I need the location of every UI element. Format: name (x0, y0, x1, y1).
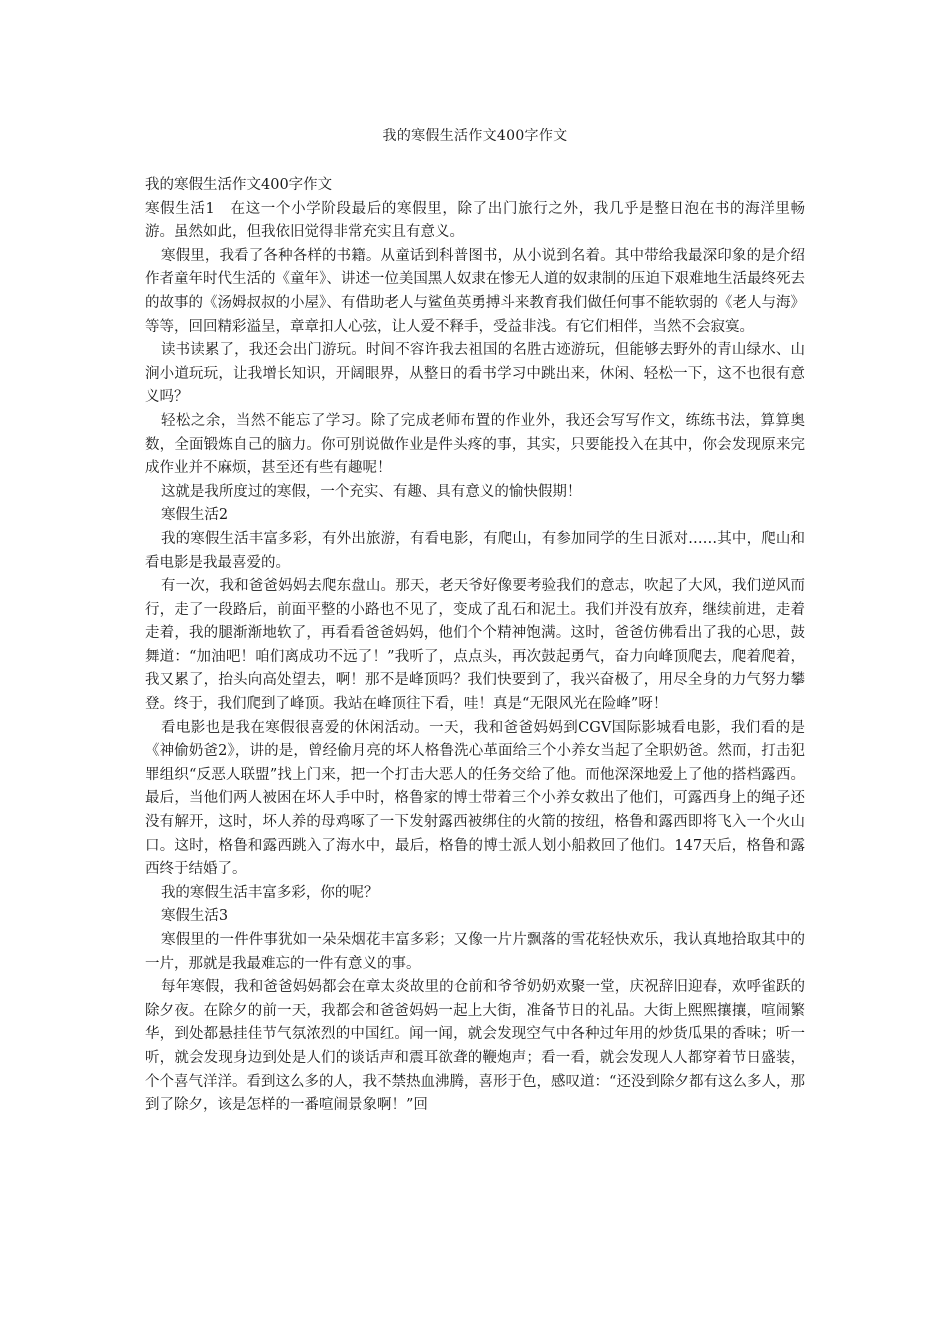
body-paragraph: 读书读累了，我还会出门游玩。时间不容许我去祖国的名胜古迹游玩，但能够去野外的青山绿水、山涧小道玩玩，让我增长知识，开阔眼界，从整日的看书学习中跳出来，休闲、轻松一下，这不也很有意义吗？ (145, 342, 805, 406)
body-paragraph: 我的寒假生活丰富多彩，有外出旅游，有看电影，有爬山，有参加同学的生日派对……其中，爬山和看电影是我最喜爱的。 (145, 530, 805, 571)
body-paragraph: 寒假生活1 在这一个小学阶段最后的寒假里，除了出门旅行之外，我几乎是整日泡在书的海洋里畅游。虽然如此，但我依旧觉得非常充实且有意义。 (145, 200, 805, 241)
body-paragraph: 我的寒假生活作文400字作文 (145, 177, 333, 193)
body-paragraph: 寒假生活2 (160, 507, 229, 524)
body-paragraph: 寒假里的一件件事犹如一朵朵烟花丰富多彩；又像一片片飘落的雪花轻快欢乐，我认真地拾取其中的一片，那就是我最难忘的一件有意义的事。 (145, 932, 805, 972)
body-paragraph: 这就是我所度过的寒假，一个充实、有趣、具有意义的愉快假期！ (160, 483, 582, 500)
body-paragraph: 每年寒假，我和爸爸妈妈都会在章太炎故里的仓前和爷爷奶奶欢聚一堂，庆祝辞旧迎春，欢呼雀跃的除夕夜。在除夕的前一天，我都会和爸爸妈妈一起上大街，准备节日的礼品。大街上熙熙攘攘，喧闹繁华，到处都悬挂佳节气氛浓烈的中国红。闻一闻，就会发现空气中各种过年用的炒货瓜果的香味；听一听，就会发现身边到处是人们的谈话声和震耳欲聋的鞭炮声；看一看，就会发现人人都穿着节日盛装，个个喜气洋洋。看到这么多的人，我不禁热血沸腾，喜形于色，感叹道：“还没到除夕都有这么多人，那到了除夕，该是怎样的一番喧闹景象啊！”回 (145, 979, 805, 1114)
body-paragraph: 寒假里，我看了各种各样的书籍。从童话到科普图书，从小说到名着。其中带给我最深印象的是介绍作者童年时代生活的《童年》、讲述一位美国黑人奴隶在惨无人道的奴隶制的压迫下艰难地生活最终死去的故事的《汤姆叔叔的小屋》、有借助老人与鲨鱼英勇搏斗来教育我们做任何事不能软弱的《老人与海》等等，回回精彩溢呈，章章扣人心弦，让人爱不释手，受益非浅。有它们相伴，当然不会寂寞。 (145, 247, 805, 335)
body-paragraph: 有一次，我和爸爸妈妈去爬东盘山。那天，老天爷好像要考验我们的意志，吹起了大风，我们逆风而行，走了一段路后，前面平整的小路也不见了，变成了乱石和泥土。我们并没有放弃，继续前进，走着走着，我的腿渐渐地软了，再看看爸爸妈妈，他们个个精神饱满。这时，爸爸仿佛看出了我的心思，鼓舞道：“加油吧！咱们离成功不远了！”我听了，点点头，再次鼓起勇气，奋力向峰顶爬去，爬着爬着，我又累了，抬头向高处望去，啊！那不是峰顶吗？我们快要到了，我兴奋极了，用尽全身的力气努力攀登。终于，我们爬到了峰顶。我站在峰顶往下看，哇！真是“无限风光在险峰”呀！ (145, 578, 805, 713)
body-paragraph: 寒假生活3 (160, 908, 229, 925)
body-paragraph: 看电影也是我在寒假很喜爱的休闲活动。一天，我和爸爸妈妈到CGV国际影城看电影，我们看的是《神偷奶爸2》，讲的是，曾经偷月亮的坏人格鲁洗心革面给三个小养女当起了全职奶爸。然而，打击犯罪组织“反恶人联盟”找上门来，把一个打击大恶人的任务交给了他。而他深深地爱上了他的搭档露西。最后，当他们两人被困在坏人手中时，格鲁家的博士带着三个小养女救出了他们，可露西身上的绳子还没有解开，这时，坏人养的母鸡啄了一下发射露西被绑住的火箭的按纽，格鲁和露西即将飞入一个火山口。这时，格鲁和露西跳入了海水中，最后，格鲁的博士派人划小船救回了他们。147天后，格鲁和露西终于结婚了。 (145, 719, 805, 878)
document-title: 我的寒假生活作文400字作文 (382, 128, 568, 144)
body-paragraph: 轻松之余，当然不能忘了学习。除了完成老师布置的作业外，我还会写写作文，练练书法，算算奥数，全面锻炼自己的脑力。你可别说做作业是件头疼的事，其实，只要能投入在其中，你会发现原来完成作业并不麻烦，甚至还有些有趣呢！ (145, 412, 805, 477)
body-paragraph: 我的寒假生活丰富多彩，你的呢？ (160, 884, 379, 901)
document-body (145, 174, 805, 1118)
